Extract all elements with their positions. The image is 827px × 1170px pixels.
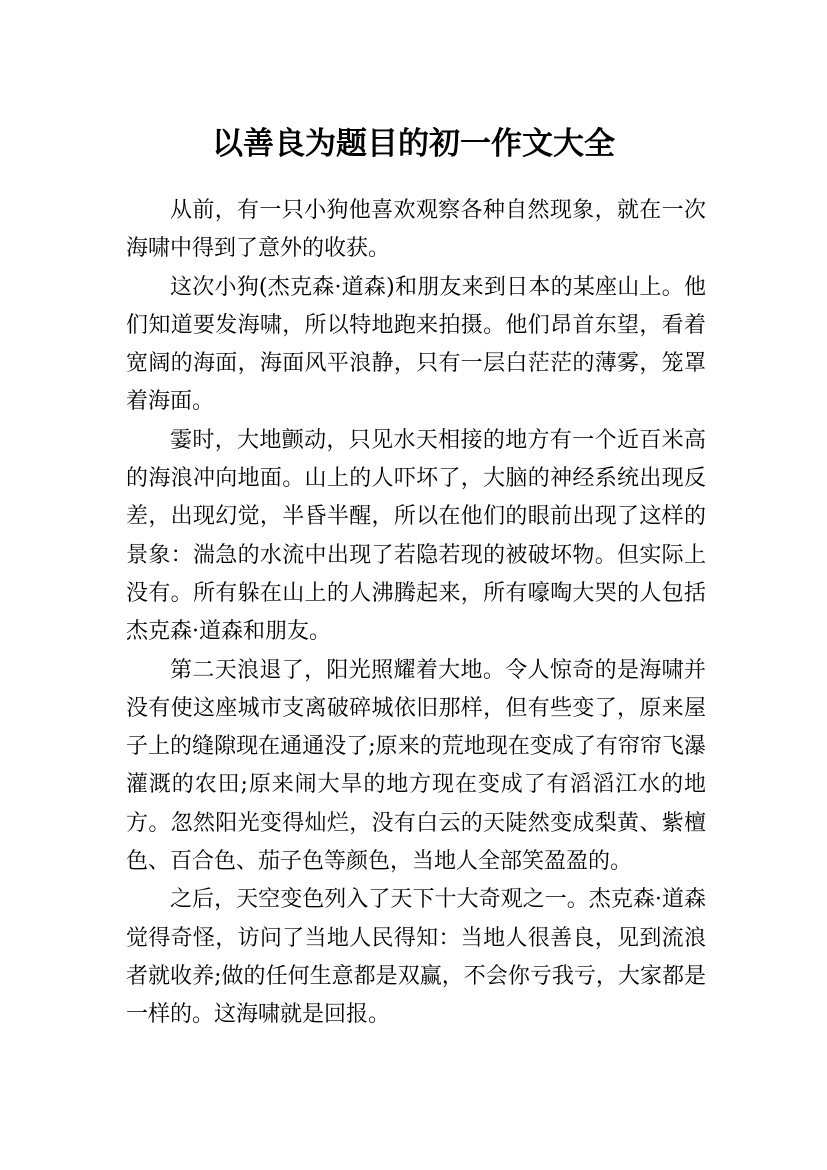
paragraph-2: 这次小狗(杰克森·道森)和朋友来到日本的某座山上。他们知道要发海啸，所以特地跑来拍摄。他们昂首东望，看着宽阔的海面，海面风平浪静，只有一层白茫茫的薄雾，笼罩着海面。 [126,274,706,415]
paragraph-3: 霎时，大地颤动，只见水天相接的地方有一个近百米高的海浪冲向地面。山上的人吓坏了，大脑的神经系统出现反差，出现幻觉，半昏半醒，所以在他们的眼前出现了这样的景象：湍急的水流中出现了若隐若现的被破坏物。但实际上没有。所有躲在山上的人沸腾起来，所有嚎啕大哭的人包括杰克森·道森和朋友。 [126,427,706,645]
paragraph-5: 之后，天空变色列入了天下十大奇观之一。杰克森·道森觉得奇怪，访问了当地人民得知：当地人很善良，见到流浪者就收养;做的任何生意都是双赢，不会你亏我亏，大家都是一样的。这海啸就是回报。 [126,887,706,1028]
paragraph-1: 从前，有一只小狗他喜欢观察各种自然现象，就在一次海啸中得到了意外的收获。 [126,198,706,262]
document-title: 以善良为题目的初一作文大全 [212,125,615,162]
paragraph-4: 第二天浪退了，阳光照耀着大地。令人惊奇的是海啸并没有使这座城市支离破碎城依旧那样，但有些变了，原来屋子上的缝隙现在通通没了;原来的荒地现在变成了有帘帘飞瀑灌溉的农田;原来闹大旱的地方现在变成了有滔滔江水的地方。忽然阳光变得灿烂，没有白云的天陡然变成梨黄、紫檀色、百合色、茄子色等颜色，当地人全部笑盈盈的。 [126,657,706,875]
document-body [126,192,706,1035]
